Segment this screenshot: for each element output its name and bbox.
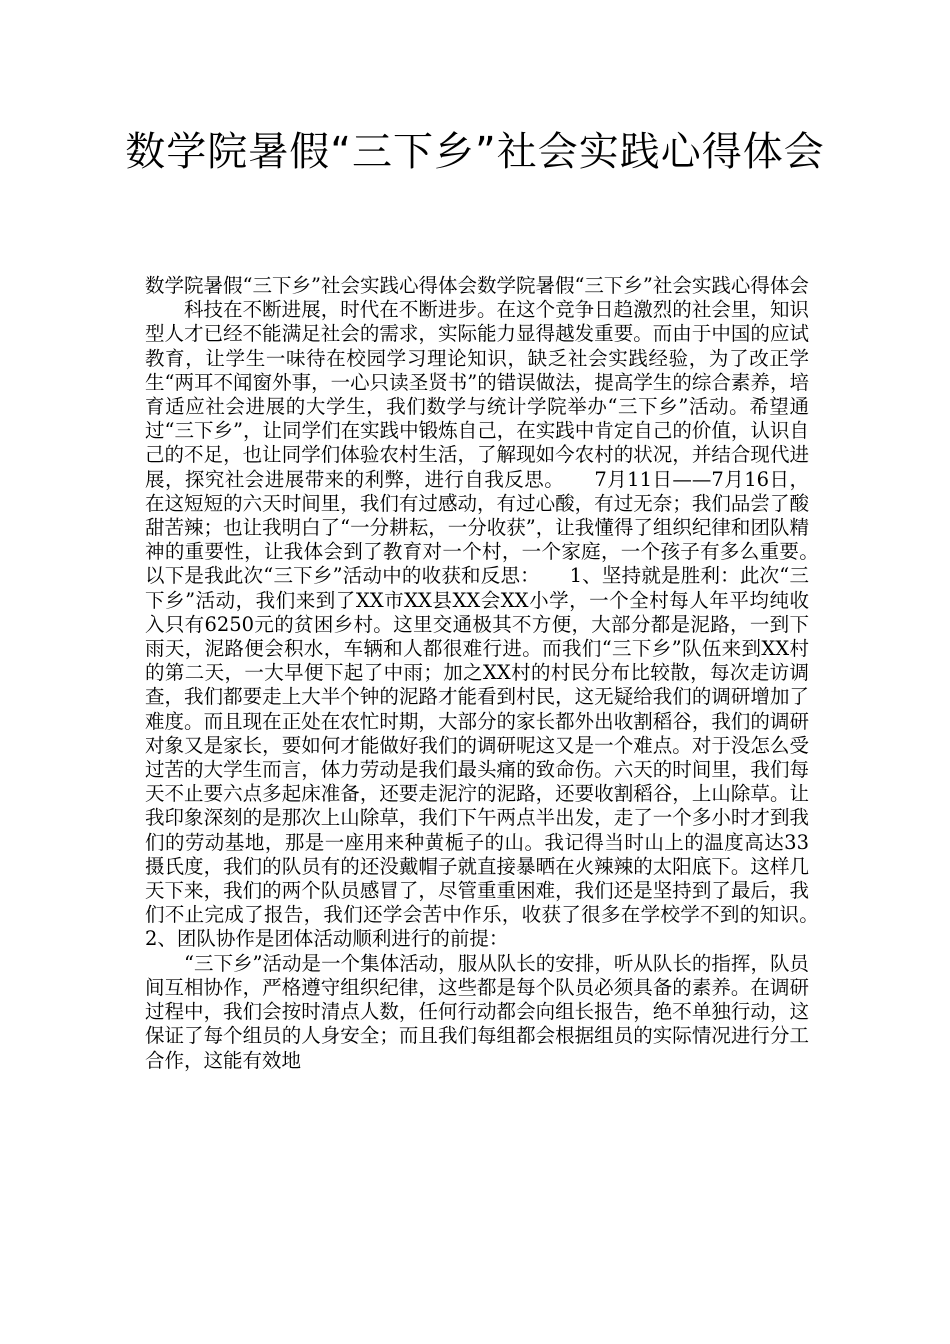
heading-line: 数学院暑假“三下乡”社会实践心得体会数学院暑假“三下乡”社会实践心得体会 — [145, 274, 809, 297]
paragraph-1: 科技在不断进展，时代在不断进步。在这个竞争日趋激烈的社会里，知识型人才已经不能满足社会的需求，实际能力显得越发重要。而由于中国的应试教育，让学生一味待在校园学习理论知识，缺乏社会实践经验，为了改正学生“两耳不闻窗外事，一心只读圣贤书”的错误做法，提高学生的综合素养，培育适应社会进展的大学生，我们数学与统计学院举办“三下乡”活动。希望通过“三下乡”，让同学们在实践中锻炼自己，在实践中肯定自己的价值，认识自己的不足，也让同学们体验农村生活，了解现如今农村的状况，并结合现代进展，探究社会进展带来的利弊，进行自我反思。 7月11日——7月16日，在这短短的六天时间里，我们有过感动，有过心酸，有过无奈；我们品尝了酸甜苦辣；也让我明白了“一分耕耘，一分收获”，让我懂得了组织纪律和团队精神的重要性，让我体会到了教育对一个村，一个家庭，一个孩子有多么重要。 以下是我此次“三下乡”活动中的收获和反思： 1、坚持就是胜利：此次“三下乡”活动，我们来到了XX市XX县XX会XX小学，一个全村每人年平均纯收入只有6250元的贫困乡村。这里交通极其不方便，大部分都是泥路，一到下雨天，泥路便会积水，车辆和人都很难行进。而我们“三下乡”队伍来到XX村的第二天，一大早便下起了中雨；加之XX村的村民分布比较散，每次走访调查，我们都要走上大半个钟的泥路才能看到村民，这无疑给我们的调研增加了难度。而且现在正处在农忙时期，大部分的家长都外出收割稻谷，我们的调研对象又是家长，要如何才能做好我们的调研呢这又是一个难点。对于没怎么受过苦的大学生而言，体力劳动是我们最头痛的致命伤。六天的时间里，我们每天不止要六点多起床准备，还要走泥泞的泥路，还要收割稻谷，上山除草。让我印象深刻的是那次上山除草，我们下午两点半出发，走了一个多小时才到我们的劳动基地，那是一座用来种黄栀子的山。我记得当时山上的温度高达33摄氏度，我们的队员有的还没戴帽子就直接暴晒在火辣辣的太阳底下。这样几天下来，我们的两个队员感冒了，尽管重重困难，我们还是坚持到了最后，我们不止完成了报告，我们还学会苦中作乐，收获了很多在学校学不到的知识。 2、团队协作是团体活动顺利进行的前提： — [145, 298, 849, 951]
paragraph-2: “三下乡”活动是一个集体活动，服从队长的安排，听从队长的指挥，队员间互相协作，严格遵守组织纪律，这些都是每个队员必须具备的素养。在调研过程中，我们会按时清点人数，任何行动都会向组长报告，绝不单独行动，这保证了每个组员的人身安全；而且我们每组都会根据组员的实际情况进行分工合作，这能有效地 — [145, 951, 809, 1072]
document-body — [145, 274, 849, 1073]
document-title: 数学院暑假“三下乡”社会实践心得体会 — [125, 129, 825, 175]
